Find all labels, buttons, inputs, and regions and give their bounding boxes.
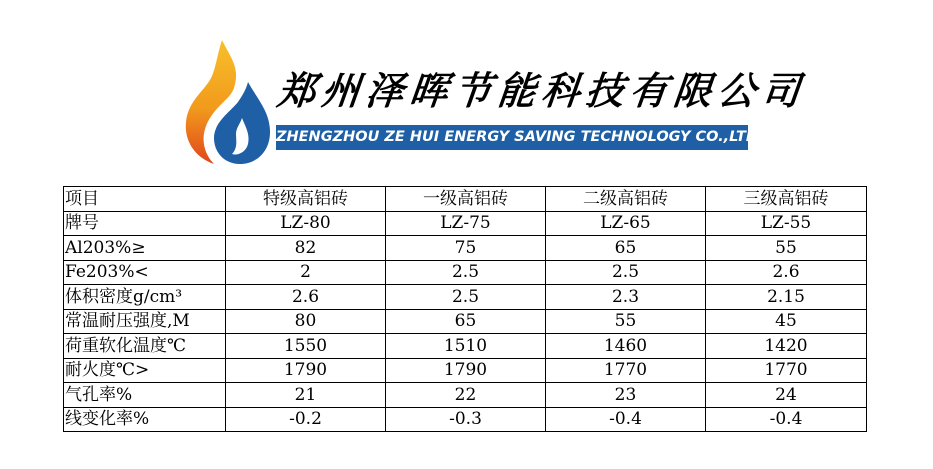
table-row [64, 260, 867, 285]
table-cell: 2.6 [706, 260, 867, 285]
table-cell: 1790 [226, 358, 386, 383]
column-header: 二级高铝砖 [546, 187, 706, 212]
table-cell: 1550 [226, 334, 386, 359]
table-cell: 1790 [386, 358, 546, 383]
table-cell: 82 [226, 236, 386, 261]
company-name-en-banner [276, 125, 758, 150]
table-cell: 55 [546, 309, 706, 334]
table-cell: -0.2 [226, 407, 386, 432]
spec-table [63, 186, 867, 432]
column-header: 项目 [64, 187, 226, 212]
table-row [64, 334, 867, 359]
table-row [64, 236, 867, 261]
table-cell: 65 [386, 309, 546, 334]
row-label: 气孔率% [64, 383, 226, 408]
table-cell: 23 [546, 383, 706, 408]
column-header: 特级高铝砖 [226, 187, 386, 212]
table-header-row [64, 187, 867, 212]
row-label: 常温耐压强度,M [64, 309, 226, 334]
row-label: 体积密度g/cm³ [64, 285, 226, 310]
table-cell: 2.5 [546, 260, 706, 285]
flame-droplet-logo [184, 38, 272, 166]
table-cell: 65 [546, 236, 706, 261]
table-cell: 1770 [706, 358, 867, 383]
column-header: 一级高铝砖 [386, 187, 546, 212]
row-label: 耐火度℃> [64, 358, 226, 383]
row-label: Al203%≥ [64, 236, 226, 261]
table-cell: 2.6 [226, 285, 386, 310]
table-cell: 2.5 [386, 260, 546, 285]
table-cell: LZ-80 [226, 211, 386, 236]
table-cell: -0.4 [546, 407, 706, 432]
table-row [64, 358, 867, 383]
company-name-cn: 郑州泽晖节能科技有限公司 [275, 69, 808, 113]
table-cell: 75 [386, 236, 546, 261]
table-cell: 1770 [546, 358, 706, 383]
table-cell: -0.3 [386, 407, 546, 432]
table-row [64, 309, 867, 334]
row-label: Fe203%< [64, 260, 226, 285]
table-cell: 2.5 [386, 285, 546, 310]
column-header: 三级高铝砖 [706, 187, 867, 212]
table-row [64, 285, 867, 310]
table-cell: 2.15 [706, 285, 867, 310]
table-cell: 24 [706, 383, 867, 408]
row-label: 荷重软化温度℃ [64, 334, 226, 359]
table-cell: -0.4 [706, 407, 867, 432]
row-label: 线变化率% [64, 407, 226, 432]
table-cell: LZ-55 [706, 211, 867, 236]
table-cell: 1510 [386, 334, 546, 359]
table-cell: LZ-75 [386, 211, 546, 236]
table-cell: 80 [226, 309, 386, 334]
table-cell: 55 [706, 236, 867, 261]
table-cell: 45 [706, 309, 867, 334]
table-cell: 2 [226, 260, 386, 285]
table-cell: LZ-65 [546, 211, 706, 236]
table-cell: 1460 [546, 334, 706, 359]
table-cell: 2.3 [546, 285, 706, 310]
row-label: 牌号 [64, 211, 226, 236]
table-row [64, 383, 867, 408]
table-cell: 21 [226, 383, 386, 408]
table-cell: 1420 [706, 334, 867, 359]
company-name-en: ZHENGZHOU ZE HUI ENERGY SAVING TECHNOLOGY CO.,LTD [276, 129, 758, 145]
table-row [64, 211, 867, 236]
table-cell: 22 [386, 383, 546, 408]
table-row [64, 407, 867, 432]
